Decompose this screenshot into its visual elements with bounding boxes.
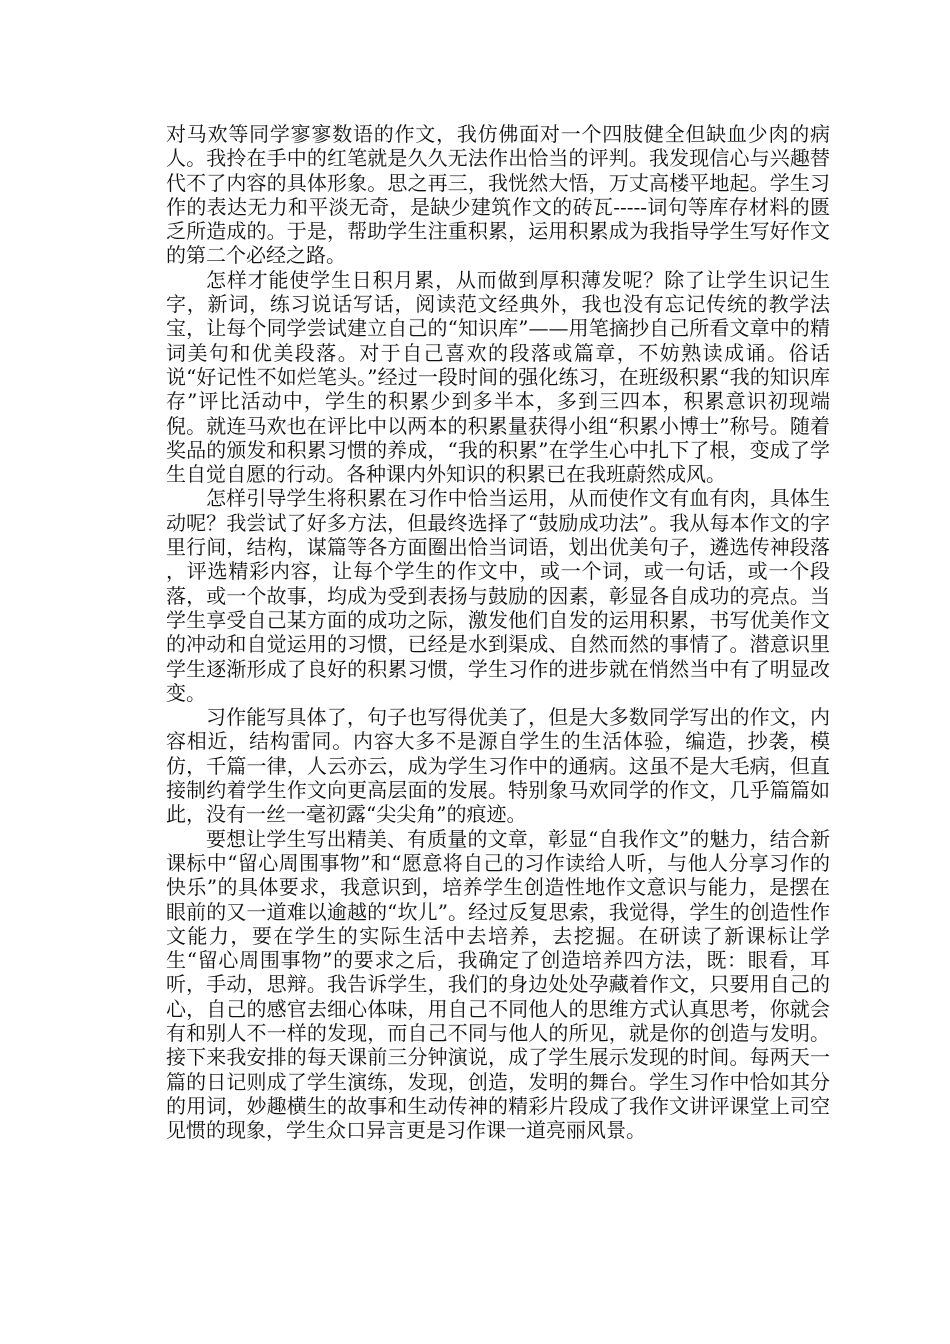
paragraph-3: 怎样引导学生将积累在习作中恰当运用，从而使作文有血有肉，具体生动呢？我尝试了好多方法，但最终选择了“鼓励成功法”。我从每本作文的字里行间，结构，谋篇等各方面圈出恰当词语，划出优美句子，遴选传神段落 ，评选精彩内容，让每个学生的作文中，或一个词，或一句话，或一个段落，或一个故事，均成为受到表扬与鼓励的因素，彰显各自成功的亮点。当学生享受自己某方面的成功之际，激发他们自发的运用积累，书写优美作文的冲动和自觉运用的习惯，已经是水到渠成、自然而然的事情了。潜意识里学生逐渐形成了良好的积累习惯，学生习作的进步就在悄然当中有了明显改变。 bbox=[166, 486, 830, 705]
document-body bbox=[166, 122, 830, 1142]
paragraph-4: 习作能写具体了，句子也写得优美了，但是大多数同学写出的作文，内容相近，结构雷同。内容大多不是源自学生的生活体验，编造，抄袭，模仿，千篇一律，人云亦云，成为学生习作中的通病。这虽不是大毛病，但直接制约着学生作文向更高层面的发展。特别象马欢同学的作文，几乎篇篇如此，没有一丝一毫初露“尖尖角”的痕迹。 bbox=[166, 705, 830, 827]
paragraph-1: 对马欢等同学寥寥数语的作文，我仿佛面对一个四肢健全但缺血少肉的病人。我拎在手中的红笔就是久久无法作出恰当的评判。我发现信心与兴趣替代不了内容的具体形象。思之再三，我恍然大悟，万丈高楼平地起。学生习作的表达无力和平淡无奇，是缺少建筑作文的砖瓦-----词句等库存材料的匮乏所造成的。于是，帮助学生注重积累，运用积累成为我指导学生写好作文的第二个必经之路。 bbox=[166, 122, 830, 268]
paragraph-2: 怎样才能使学生日积月累，从而做到厚积薄发呢？除了让学生识记生字，新词，练习说话写话，阅读范文经典外，我也没有忘记传统的教学法宝，让每个同学尝试建立自己的“知识库”——用笔摘抄自己所看文章中的精词美句和优美段落。对于自己喜欢的段落或篇章，不妨熟读成诵。俗话说“好记性不如烂笔头。”经过一段时间的强化练习，在班级积累“我的知识库存”评比活动中，学生的积累少到多半本，多到三四本，积累意识初现端倪。就连马欢也在评比中以两本的积累量获得小组“积累小博士”称号。随着奖品的颁发和积累习惯的养成，“我的积累”在学生心中扎下了根，变成了学生自觉自愿的行动。各种课内外知识的积累已在我班蔚然成风。 bbox=[166, 267, 830, 487]
paragraph-5: 要想让学生写出精美、有质量的文章，彰显“自我作文”的魅力，结合新课标中“留心周围事物”和“愿意将自己的习作读给人听，与他人分享习作的快乐”的具体要求，我意识到，培养学生创造性地作文意识与能力，是摆在眼前的又一道难以逾越的“坎儿”。经过反复思索，我觉得，学生的创造性作文能力，要在学生的实际生活中去培养，去挖掘。在研读了新课标让学生“留心周围事物”的要求之后，我确定了创造培养四方法，既：眼看，耳听，手动，思辩。我告诉学生，我们的身边处处孕藏着作文，只要用自己的心，自己的感官去细心体味，用自己不同他人的思维方式认真思考，你就会有和别人不一样的发现，而自己不同与他人的所见，就是你的创造与发明。接下来我安排的每天课前三分钟演说，成了学生展示发现的时间。每两天一篇的日记则成了学生演练，发现，创造，发明的舞台。学生习作中恰如其分的用词，妙趣横生的故事和生动传神的精彩片段成了我作文讲评课堂上司空见惯的现象，学生众口异言更是习作课一道亮丽风景。 bbox=[166, 826, 830, 1143]
